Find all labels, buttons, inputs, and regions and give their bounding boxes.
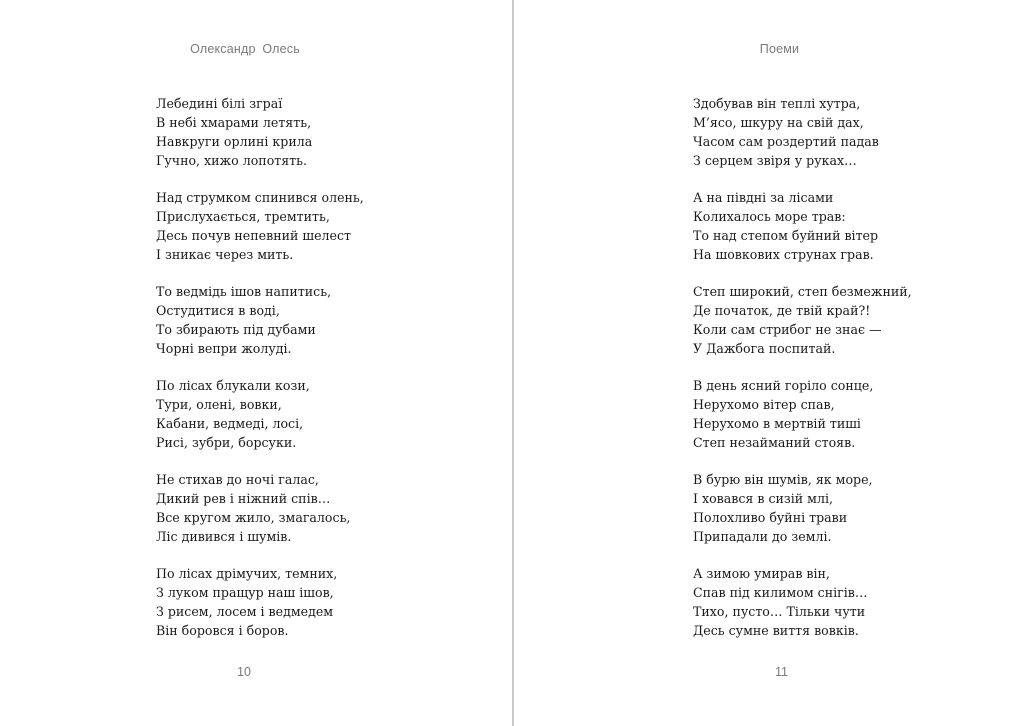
verse-line: Коли сам стрибог не знає — bbox=[693, 322, 882, 337]
verse-line: Часом сам роздертий падав bbox=[693, 134, 879, 149]
stanza bbox=[693, 94, 912, 170]
verse-line: Тихо, пусто… Тільки чути bbox=[693, 604, 866, 619]
verse-line: Лебедині білі зграї bbox=[156, 96, 283, 111]
verse-line: М’ясо, шкуру на свій дах, bbox=[693, 115, 864, 130]
stanza bbox=[156, 282, 364, 358]
stanza bbox=[156, 188, 364, 264]
stanza bbox=[693, 376, 912, 452]
stanza bbox=[156, 470, 364, 546]
verse-line: По лісах дрімучих, темних, bbox=[156, 566, 338, 581]
verse-line: Степ незайманий стояв. bbox=[693, 435, 856, 450]
verse-line: То збирають під дубами bbox=[156, 322, 316, 337]
verse-line: В день ясний горіло сонце, bbox=[693, 378, 874, 393]
verse-line: Колихалось море трав: bbox=[693, 209, 846, 224]
verse-line: То над степом буйний вітер bbox=[693, 228, 879, 243]
running-head-section: Поеми bbox=[759, 42, 800, 56]
verse-line: Здобував він теплі хутра, bbox=[693, 96, 861, 111]
stanza bbox=[693, 564, 912, 640]
verse-line: Дикий рев і ніжний спів… bbox=[156, 491, 331, 506]
stanza bbox=[693, 470, 912, 546]
verse-line: Десь почув непевний шелест bbox=[156, 228, 352, 243]
verse-line: А зимою умирав він, bbox=[693, 566, 830, 581]
verse-line: Нерухомо вітер спав, bbox=[693, 397, 835, 412]
verse-line: Рисі, зубри, борсуки. bbox=[156, 435, 297, 450]
verse-line: Де початок, де твій край?! bbox=[693, 303, 871, 318]
verse-line: Прислухається, тремтить, bbox=[156, 209, 330, 224]
verse-line: В небі хмарами летять, bbox=[156, 115, 312, 130]
verse-line: І ховався в сизій млі, bbox=[693, 491, 834, 506]
stanza bbox=[693, 282, 912, 358]
running-head-author: Олександр Олесь bbox=[190, 42, 300, 56]
verse-line: На шовкових струнах грав. bbox=[693, 247, 874, 262]
verse-line: Кабани, ведмеді, лосі, bbox=[156, 416, 304, 431]
stanza bbox=[693, 188, 912, 264]
verse-line: У Дажбога поспитай. bbox=[693, 341, 836, 356]
verse-line: Спав під килимом снігів… bbox=[693, 585, 868, 600]
verse-line: Над струмком спинився олень, bbox=[156, 190, 364, 205]
verse-line: З луком пращур наш ішов, bbox=[156, 585, 334, 600]
verse-line: Степ широкий, степ безмежний, bbox=[693, 284, 912, 299]
verse-line: Ліс дивився і шумів. bbox=[156, 529, 292, 544]
verse-line: Нерухомо в мертвій тиші bbox=[693, 416, 861, 431]
verse-line: Все кругом жило, змагалось, bbox=[156, 510, 351, 525]
verse-line: Він боровся і боров. bbox=[156, 623, 289, 638]
verse-line: Гучно, хижо лопотять. bbox=[156, 153, 308, 168]
stanza bbox=[156, 564, 364, 640]
verse-line: Навкруги орлині крила bbox=[156, 134, 313, 149]
poem-text-right bbox=[693, 94, 912, 658]
verse-line: Полохливо буйні трави bbox=[693, 510, 848, 525]
right-page bbox=[514, 0, 1023, 726]
page-number-left: 10 bbox=[237, 665, 251, 679]
verse-line: Припадали до землі. bbox=[693, 529, 832, 544]
verse-line: Чорні вепри жолуді. bbox=[156, 341, 292, 356]
verse-line: Остудитися в воді, bbox=[156, 303, 280, 318]
verse-line: Тури, олені, вовки, bbox=[156, 397, 282, 412]
verse-line: А на півдні за лісами bbox=[693, 190, 834, 205]
verse-line: З рисем, лосем і ведмедем bbox=[156, 604, 334, 619]
verse-line: В бурю він шумів, як море, bbox=[693, 472, 873, 487]
stanza bbox=[156, 94, 364, 170]
verse-line: Не стихав до ночі галас, bbox=[156, 472, 319, 487]
stanza bbox=[156, 376, 364, 452]
verse-line: Десь сумне виття вовків. bbox=[693, 623, 859, 638]
verse-line: То ведмідь ішов напитись, bbox=[156, 284, 332, 299]
verse-line: І зникає через мить. bbox=[156, 247, 294, 262]
page-number-right: 11 bbox=[775, 665, 788, 679]
verse-line: По лісах блукали кози, bbox=[156, 378, 310, 393]
verse-line: З серцем звіря у руках… bbox=[693, 153, 857, 168]
poem-text-left bbox=[156, 94, 364, 658]
